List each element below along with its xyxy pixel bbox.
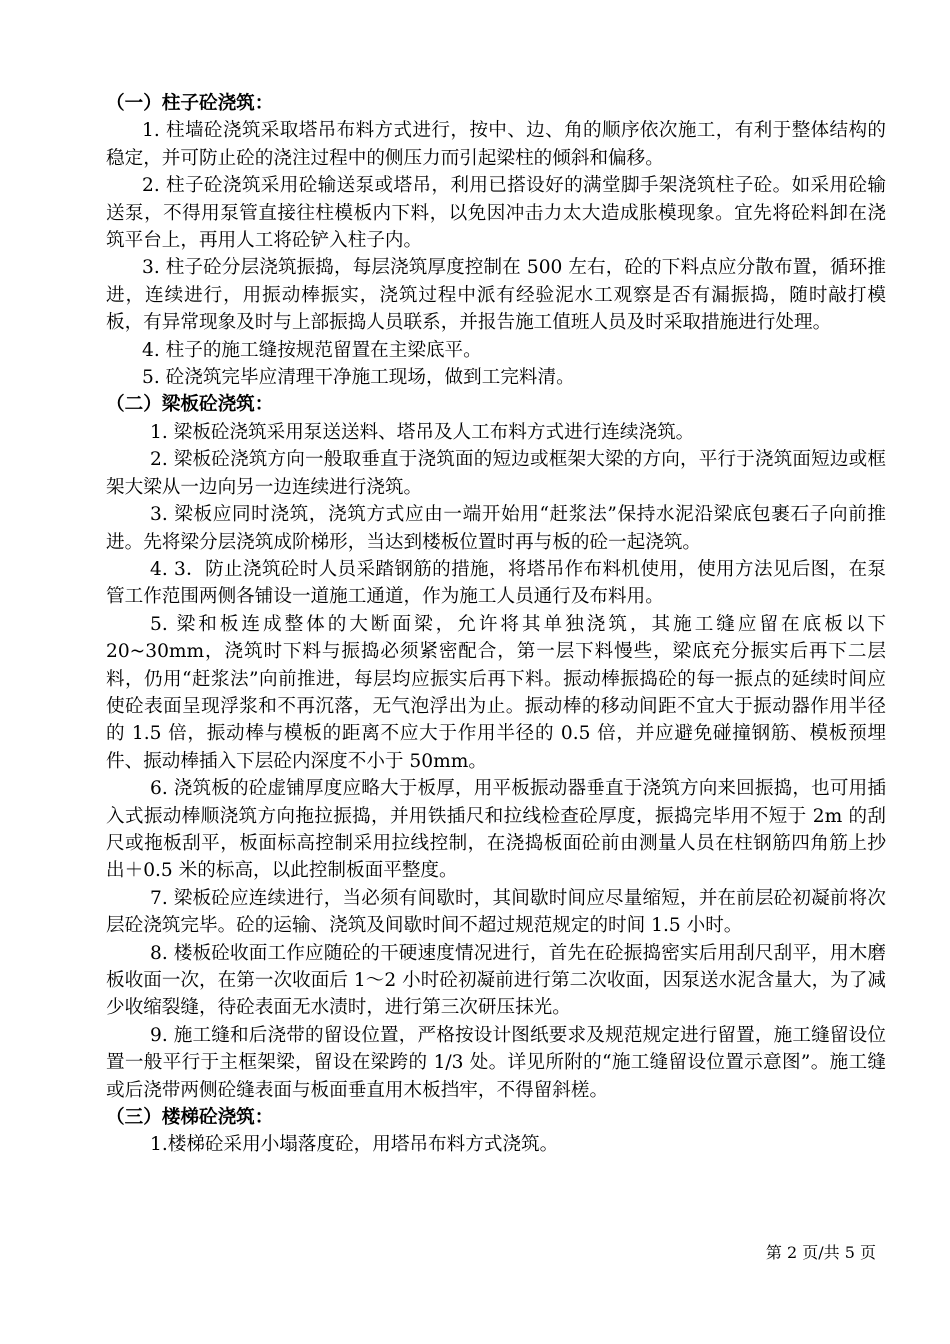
paragraph: 3. 柱子砼分层浇筑振捣，每层浇筑厚度控制在 500 左右，砼的下料点应分散布置，循环推进，连续进行，用振动棒振实，浇筑过程中派有经验泥水工观察是否有漏振捣，随时敲打模板，有异常现象及时与上部振捣人员联系，并报告施工值班人员及时采取措施进行处理。: [106, 257, 886, 334]
paragraph: 3. 梁板应同时浇筑，浇筑方式应由一端开始用“赶浆法”保持水泥沿梁底包裹石子向前推进。先将梁分层浇筑成阶梯形，当达到楼板位置时再与板的砼一起浇筑。: [106, 504, 886, 553]
paragraph: 2. 梁板砼浇筑方向一般取垂直于浇筑面的短边或框架大梁的方向，平行于浇筑面短边或框架大梁从一边向另一边连续进行浇筑。: [106, 449, 886, 498]
page-number: 第 2 页/共 5 页: [765, 1243, 876, 1262]
paragraph: 5. 梁和板连成整体的大断面梁，允许将其单独浇筑，其施工缝应留在底板以下 20~30mm，浇筑时下料与振捣必须紧密配合，第一层下料慢些，梁底充分振实后再下二层料，仍用“赶浆法”向前推进，每层均应振实后再下料。振动棒振捣砼的每一振点的延续时间应使砼表面呈现浮浆和不再沉落，无气泡浮出为止。振动棒的移动间距不宜大于振动器作用半径的 1.5 倍，振动棒与模板的距离不应大于作用半径的 0.5 倍，并应避免碰撞钢筋、模板预埋件、振动棒插入下层砼内深度不小于 50mm。: [106, 613, 886, 772]
section-heading-columns: （一）柱子砼浇筑：: [106, 93, 274, 114]
paragraph: 4. 3．防止浇筑砼时人员采踏钢筋的措施，将塔吊作布料机使用，使用方法见后图，在泵管工作范围两侧各铺设一道施工通道，作为施工人员通行及布料用。: [106, 558, 886, 608]
document-body: [106, 90, 886, 1159]
paragraph: 5. 砼浇筑完毕应清理干净施工现场，做到工完料清。: [142, 367, 575, 389]
paragraph: 1.楼梯砼采用小塌落度砼，用塔吊布料方式浇筑。: [150, 1134, 559, 1156]
section-heading-stairs: （三）楼梯砼浇筑：: [106, 1107, 274, 1129]
paragraph: 8. 楼板砼收面工作应随砼的干硬速度情况进行，首先在砼振捣密实后用刮尺刮平，用木磨板收面一次，在第一次收面后 1～2 小时砼初凝前进行第二次收面，因泵送水泥含量大，为了减少收缩裂缝，待砼表面无水渍时，进行第三次研压抹光。: [106, 942, 886, 1019]
paragraph: 4. 柱子的施工缝按规范留置在主梁底平。: [142, 339, 482, 361]
paragraph: 6. 浇筑板的砼虚铺厚度应略大于板厚，用平板振动器垂直于浇筑方向来回振捣，也可用插入式振动棒顺浇筑方向拖拉振捣，并用铁插尺和拉线检查砼厚度，振捣完毕用不短于 2m 的刮尺或拖板刮平，板面标高控制采用拉线控制，在浇捣板面砼前由测量人员在柱钢筋四角筋上抄出＋0.5 米的标高，以此控制板面平整度。: [106, 778, 886, 882]
section-heading-beams-slabs: （二）梁板砼浇筑：: [106, 394, 274, 416]
paragraph: 1. 梁板砼浇筑采用泵送送料、塔吊及人工布料方式进行连续浇筑。: [150, 421, 695, 443]
paragraph: 9. 施工缝和后浇带的留设位置，严格按设计图纸要求及规范规定进行留置，施工缝留设位置一般平行于主框架梁，留设在梁跨的 1/3 处。详见所附的“施工缝留设位置示意图”。施工缝或后浇带两侧砼缝表面与板面垂直用木板挡牢，不得留斜槎。: [106, 1024, 886, 1101]
paragraph: 7. 梁板砼应连续进行，当必须有间歇时，其间歇时间应尽量缩短，并在前层砼初凝前将次层砼浇筑完毕。砼的运输、浇筑及间歇时间不超过规范规定的时间 1.5 小时。: [106, 887, 886, 937]
paragraph: 1. 柱墙砼浇筑采取塔吊布料方式进行，按中、边、角的顺序依次施工，有利于整体结构的稳定，并可防止砼的浇注过程中的侧压力而引起梁柱的倾斜和偏移。: [106, 120, 886, 169]
paragraph: 2. 柱子砼浇筑采用砼输送泵或塔吊，利用已搭设好的满堂脚手架浇筑柱子砼。如采用砼输送泵，不得用泵管直接往柱模板内下料，以免因冲击力太大造成胀模现象。宜先将砼料卸在浇筑平台上，再用人工将砼铲入柱子内。: [106, 175, 886, 252]
